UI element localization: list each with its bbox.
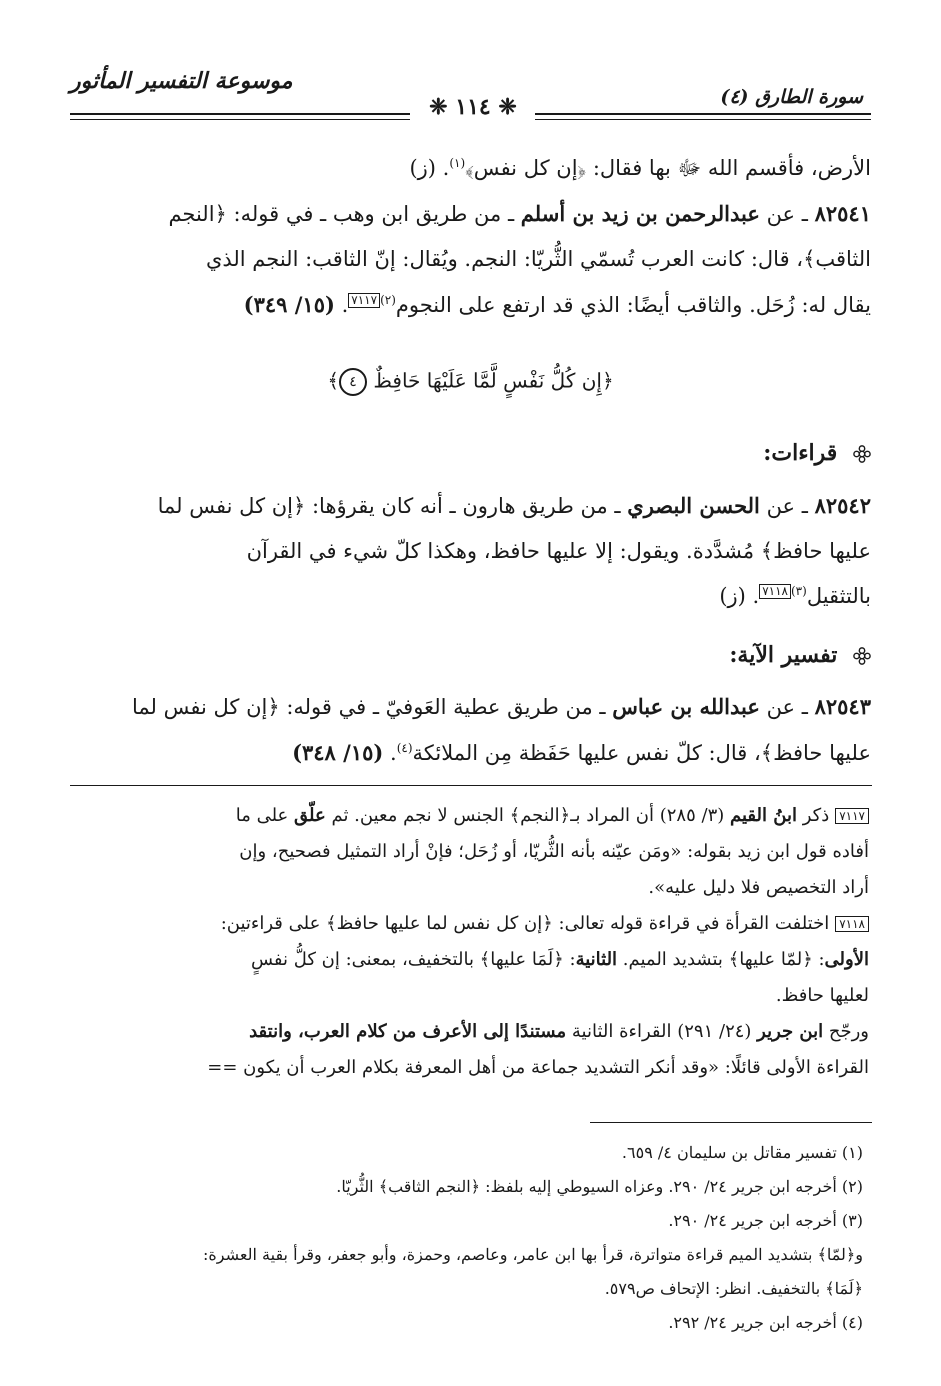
text-run: ـ من طريق ابن وهب ـ في قوله: ﴿النجم [168,202,521,226]
text-line: الثاقب﴾، قال: كانت العرب تُسمّي الثُّريّا: النجم. ويُقال: إنّ الثاقب: النجم الذي [205,247,871,271]
text-block-1 [69,146,871,328]
text-run: ـ من طريق هارون ـ أنه كان يقرؤها: ﴿إن كل نفس لما [157,494,628,518]
text-run: . [334,293,349,317]
running-title-left: موسوعة التفسير المأثور [70,68,293,94]
flower-ornament-icon [853,445,871,463]
section-heading-qiraat [763,440,871,466]
header-rule-left-thin [70,119,410,120]
text-run: ـ عن [759,202,815,226]
text-run: اختلفت القرأة في قراءة قوله تعالى: ﴿إن كل نفس لما عليها حافظ﴾ على قراءتين: [220,913,830,934]
text-run: : ﴿لمّا عليها﴾ بتشديد الميم. [617,949,825,970]
footnote: (٤) أخرجه ابن جرير ٢٤/ ٢٩٢. [668,1313,863,1332]
text-run: . (ز) [719,584,760,608]
footnote: ﴿لَمَا﴾ بالتخفيف. انظر: الإتحاف ص٥٧٩. [604,1279,863,1298]
footnote: و﴿لمّا﴾ بتشديد الميم قراءة متواترة، قرأ بها ابن عامر، وعاصم، وحمزة، وأبو جعفر، وقرأ بقية العشرة: [203,1245,863,1264]
scholarly-notes [69,798,869,1086]
header-rule-right [535,113,871,115]
note-number-box: ٧١١٨ [835,916,869,932]
text-run: ذكر [796,805,830,826]
narrator-name: عبدالرحمن بن زيد بن أسلم [520,201,760,226]
narration-number: ٨٢٥٤١ [814,201,871,226]
narration-number: ٨٢٥٤٣ [814,694,871,719]
note-line [69,906,869,942]
note-line: أراد التخصيص فلا دليل عليه». [648,877,869,898]
text-run: الأرض، فأقسم الله ﷻ بها فقال: ﴿إن كل نفس﴾ [465,156,871,180]
narrator-name: عبدالله بن عباس [612,694,760,719]
text-run: . [383,741,397,765]
footnote: (٢) أخرجه ابن جرير ٢٤/ ٢٩٠. وعزاه السيوطي إليه بلفظ: ﴿النجم الثاقب﴾ الثُّريّا. [336,1177,863,1196]
text-run: (٣/ ٢٨٥) أن المراد بـ﴿النجم﴾ الجنس لا نجم معين. ثم [325,805,730,826]
flower-ornament-icon [853,647,871,665]
section-title: قراءات: [763,440,838,466]
ayah-bracket: ﴾ [327,368,340,393]
footnote-marker: (٢) [380,293,396,307]
footnote-marker: (٣) [790,584,807,598]
footnote-marker: (١) [449,156,466,170]
footnote-separator [590,1122,872,1123]
volume-reference: (١٥/ ٣٤٩) [243,292,335,317]
text-run: يقال له: زُحَل. والثاقب أيضًا: الذي قد ارتفع على النجوم [395,293,871,317]
text-block-tafsir [69,684,871,776]
text-run: ـ من طريق عطية العَوفيّ ـ في قوله: ﴿إن كل نفس لما [131,695,613,719]
section-heading-tafsir [729,642,871,668]
note-line: القراءة الأولى قائلًا: «وقد أنكر التشديد جماعة من أهل المعرفة بكلام العرب أن يكون == [207,1057,869,1078]
section-title: تفسير الآية: [729,642,838,668]
page-number [418,94,528,120]
text-block-qiraat [69,483,871,619]
text-run: مستندًا إلى الأعرف من كلام العرب، وانتقد [249,1021,567,1042]
volume-reference: (١٥/ ٣٤٨) [292,740,384,765]
text-run: بالتثقيل [806,584,871,608]
text-line [69,146,871,191]
text-run: على ما [235,805,295,826]
reading-label: الأولى [824,949,869,970]
narration-number: ٨٢٥٤٢ [814,493,871,518]
header-rule-left [70,113,410,115]
ornament-icon: ❈ [429,94,448,120]
footnote: (٣) أخرجه ابن جرير ٢٤/ ٢٩٠. [668,1211,863,1230]
page-number-text: ١١٤ [455,94,491,120]
note-link-box[interactable]: ٧١١٨ [759,584,791,599]
text-line [69,684,871,730]
text-run: . (ز) [409,156,450,180]
footnotes [68,1136,863,1340]
text-line [69,483,871,529]
header-rule-right-thin [535,119,871,120]
text-line [69,730,871,776]
text-run: : ﴿لَمَا عليها﴾ بالتخفيف، بمعنى: إن كلُّ نفسٍ [250,949,576,970]
ayah-text: ﴿إِن كُلُّ نَفْسٍ لَّمَّا عَلَيْهَا حَافِظٌ [373,368,614,393]
text-line [69,191,871,237]
note-line [69,1014,869,1050]
footnote-marker: (٤) [396,741,413,755]
text-run: ـ عن [759,494,815,518]
note-line: أفاده قول ابن زيد بقوله: «ومَن عيّنه بأنه الثُّريّا، أو زُحَل؛ فإنْ أراد التمثيل فصحيح، وإن [239,841,869,862]
note-link-box[interactable]: ٧١١٧ [348,293,380,308]
scholar-name: ابن جرير [757,1021,824,1042]
note-line [69,942,869,978]
ayah-number-icon: ٤ [339,368,367,396]
text-run: (٢٤/ ٢٩١) القراءة الثانية [566,1021,758,1042]
text-line [69,282,871,328]
scholar-name: ابنُ القيم [729,805,797,826]
note-number-box: ٧١١٧ [835,808,869,824]
note-line: لعليها حافظ. [775,985,869,1006]
note-line [69,798,869,834]
running-title-right: سورة الطارق (٤) [720,86,863,108]
ornament-icon: ❈ [498,94,517,120]
text-run: ـ عن [759,695,815,719]
text-line: عليها حافظ﴾ مُشدَّدة. ويقول: إلا عليها حافظ، وهكذا كلّ شيء في القرآن [246,539,871,563]
footnote: (١) تفسير مقاتل بن سليمان ٤/ ٦٥٩. [621,1143,863,1162]
narrator-name: الحسن البصري [627,493,760,518]
text-line [69,574,871,619]
text-run: عليها حافظ﴾، قال: كلّ نفس عليها حَفَظة مِن الملائكة [412,741,871,765]
reading-label: الثانية [575,949,618,970]
text-run: علّق [294,805,326,826]
ayah-heading [0,368,941,396]
notes-separator [70,785,872,786]
text-run: ورجّح [823,1021,869,1042]
